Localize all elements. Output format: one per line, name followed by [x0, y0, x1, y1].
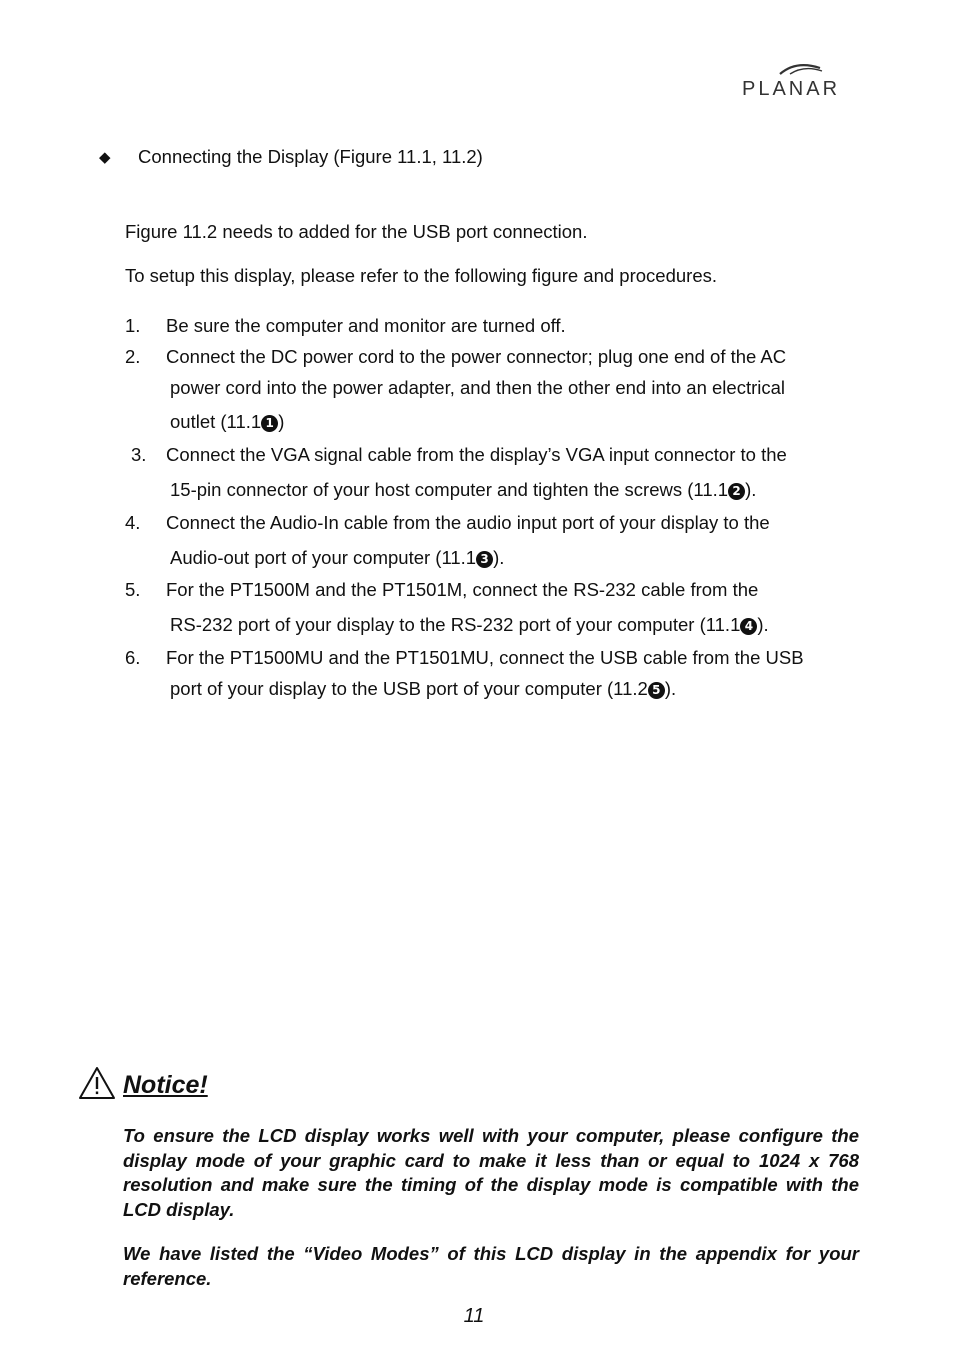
notice-title: Notice! — [123, 1071, 208, 1099]
diamond-bullet-icon: ◆ — [99, 149, 111, 166]
figure-marker-icon: 1 — [261, 415, 278, 432]
step-text: Audio-out port of your computer (11.1 3 ). — [170, 547, 505, 568]
step-number: 1. — [125, 315, 141, 336]
figure-marker-icon: 2 — [728, 483, 745, 500]
section-heading: Connecting the Display (Figure 11.1, 11.2) — [138, 146, 483, 167]
notice-paragraph: To ensure the LCD display works well with your computer, please configure the display mode of your graphic card to make it less than or equal to 1024 x 768 resolution and make sure the timing of the display mode is compatible with the LCD display. — [123, 1125, 859, 1220]
step-text: port of your display to the USB port of your computer (11.2 5 ). — [170, 678, 677, 699]
brand-name: PLANAR — [742, 78, 841, 100]
step-text: For the PT1500MU and the PT1501MU, connect the USB cable from the USB — [166, 647, 804, 668]
planar-logo — [740, 62, 860, 102]
step-text: power cord into the power adapter, and then the other end into an electrical — [170, 377, 786, 398]
step-number: 6. — [125, 647, 141, 668]
intro-instructions: To setup this display, please refer to the following figure and procedures. — [125, 265, 717, 286]
step-text: Connect the Audio-In cable from the audio input port of your display to the — [166, 512, 770, 533]
notice-paragraph: We have listed the “Video Modes” of this LCD display in the appendix for your reference. — [123, 1243, 859, 1289]
step-text: 15-pin connector of your host computer and tighten the screws (11.1 2 ). — [170, 479, 757, 500]
step-number: 4. — [125, 512, 141, 533]
logo-swoosh-icon — [776, 62, 826, 76]
step-text: Connect the VGA signal cable from the display’s VGA input connector to the — [166, 444, 787, 465]
step-text: RS-232 port of your display to the RS-232 port of your computer (11.1 4 ). — [170, 614, 769, 635]
step-text: Be sure the computer and monitor are turned off. — [166, 315, 566, 336]
step-number: 2. — [125, 346, 141, 367]
step-number: 5. — [125, 579, 141, 600]
figure-marker-icon: 5 — [648, 682, 665, 699]
page-number: 11 — [463, 1305, 485, 1327]
step-text: For the PT1500M and the PT1501M, connect the RS-232 cable from the — [166, 579, 759, 600]
intro-note: Figure 11.2 needs to added for the USB port connection. — [125, 221, 588, 242]
warning-icon — [78, 1066, 116, 1100]
step-text: Connect the DC power cord to the power connector; plug one end of the AC — [166, 346, 787, 367]
figure-marker-icon: 4 — [740, 618, 757, 635]
step-number: 3. — [131, 444, 147, 465]
step-text: outlet (11.1 1 ) — [170, 411, 285, 432]
figure-marker-icon: 3 — [476, 551, 493, 568]
